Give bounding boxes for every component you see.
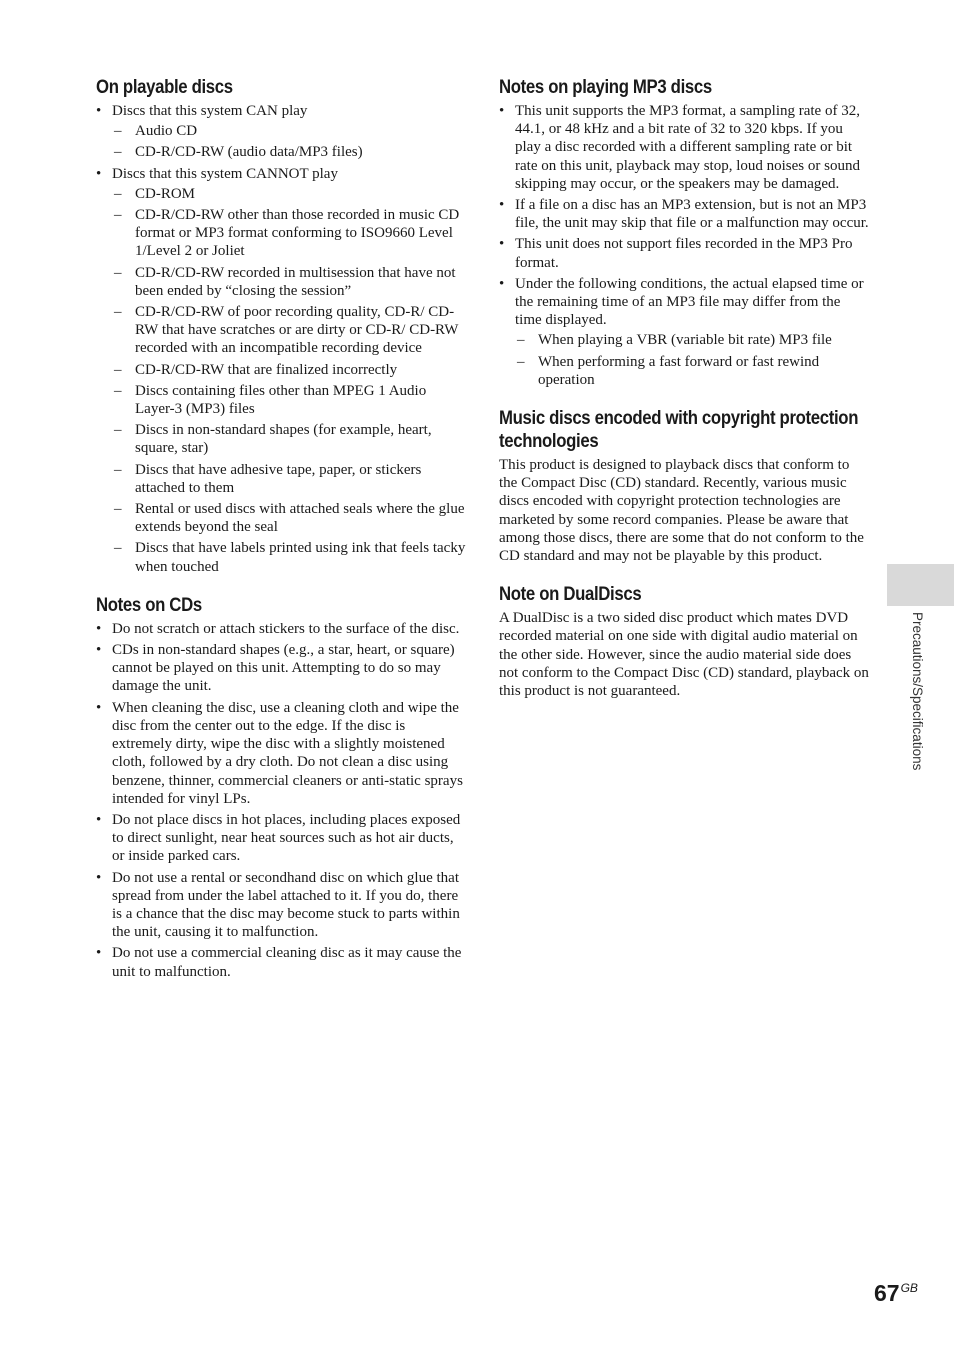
bullet-list	[96, 620, 468, 981]
list-item: • CDs in non-standard shapes (e.g., a star, heart, or square) cannot be played on this unit. Attempting to do so may damage the unit.	[96, 641, 468, 696]
list-item: • Do not scratch or attach stickers to the surface of the disc.	[96, 620, 468, 638]
right-column	[499, 76, 869, 718]
sub-item: – CD-ROM	[112, 185, 468, 203]
list-item: • Do not use a commercial cleaning disc as it may cause the unit to malfunction.	[96, 944, 468, 980]
list-item-text: Discs that this system CANNOT play	[112, 165, 338, 182]
sub-item: – CD-R/CD-RW (audio data/MP3 files)	[112, 143, 468, 161]
section-heading: Notes on CDs	[96, 593, 202, 616]
section-paragraph: This product is designed to playback discs that conform to the Compact Disc (CD) standard. Recently, various music discs encoded with copyright protection technologies are marketed by some record companies. Please be aware that among those discs, there are some that do not conform to the CD standard and may not be playable by this product.	[499, 457, 864, 565]
section-mp3-notes	[499, 76, 869, 389]
list-item-text: Under the following conditions, the actual elapsed time or the remaining time of an MP3 file may differ from the time displayed.	[515, 275, 864, 329]
sub-item: – CD-R/CD-RW other than those recorded in music CD format or MP3 format conforming to ISO9660 Level 1/Level 2 or Joliet	[112, 206, 468, 261]
list-item: • When cleaning the disc, use a cleaning cloth and wipe the disc from the center out to the edge. If the disc is extremely dirty, wipe the disc with a slightly moistened cloth, followed by a dry cloth. Do not clean a disc using benzene, thinner, commercial cleaners or anti-static sprays intended for vinyl LPs.	[96, 699, 468, 808]
list-item	[96, 102, 468, 162]
list-item: • Do not use a rental or secondhand disc on which glue that spread from under the label attached to it. If you do, there is a chance that the disc may become stuck to parts within the unit, causing it to malfunction.	[96, 869, 468, 942]
section-paragraph: A DualDisc is a two sided disc product which mates DVD recorded material on one side with digital audio material on the other side. However, since the audio material side does not conform to the Compact Disc (CD) standard, playback on this product is not guaranteed.	[499, 610, 869, 700]
section-heading: Notes on playing MP3 discs	[499, 76, 712, 98]
list-item	[499, 275, 869, 389]
list-item: • Do not place discs in hot places, including places exposed to direct sunlight, near heat sources such as hot air ducts, or inside parked cars.	[96, 811, 468, 866]
sub-item: – When performing a fast forward or fast rewind operation	[515, 353, 869, 389]
bullet-list	[96, 102, 468, 576]
sub-list	[515, 331, 869, 389]
sub-item: – Discs that have labels printed using ink that feels tacky when touched	[112, 539, 468, 575]
sub-item: – CD-R/CD-RW that are finalized incorrectly	[112, 361, 468, 379]
sub-item: – Discs in non-standard shapes (for example, heart, square, star)	[112, 421, 468, 457]
list-item: • If a file on a disc has an MP3 extension, but is not an MP3 file, the unit may skip that file or a malfunction may occur.	[499, 196, 869, 232]
sub-list	[112, 185, 468, 576]
section-heading: On playable discs	[96, 76, 233, 98]
sub-item: – Rental or used discs with attached seals where the glue extends beyond the seal	[112, 500, 468, 536]
section-dualdiscs	[499, 583, 869, 700]
sub-list	[112, 122, 468, 161]
sub-item: – Discs containing files other than MPEG 1 Audio Layer-3 (MP3) files	[112, 382, 468, 418]
list-item: • This unit does not support files recorded in the MP3 Pro format.	[499, 235, 869, 271]
left-column	[96, 76, 468, 999]
page-number	[874, 1280, 918, 1307]
page-number-value: 67	[874, 1280, 900, 1306]
section-heading: Music discs encoded with copyright protection technologies	[499, 407, 859, 453]
section-heading: Note on DualDiscs	[499, 583, 642, 606]
side-tab-marker	[887, 564, 954, 606]
section-copyright-discs	[499, 407, 869, 565]
section-notes-on-cds	[96, 594, 468, 981]
side-tab-label: Precautions/Specifications	[910, 612, 925, 771]
bullet-list	[499, 102, 869, 389]
list-item-text: Discs that this system CAN play	[112, 103, 308, 119]
sub-item: – Discs that have adhesive tape, paper, or stickers attached to them	[112, 461, 468, 497]
section-playable-discs	[96, 76, 468, 576]
list-item	[96, 165, 468, 576]
list-item: • This unit supports the MP3 format, a sampling rate of 32, 44.1, or 48 kHz and a bit rate of 32 to 320 kbps. If you play a disc recorded with a different sampling rate or bit rate on this unit, playback may stop, loud noises or sound skipping may occur, or the speakers may be damaged.	[499, 102, 869, 193]
page-number-suffix: GB	[900, 1281, 918, 1295]
sub-item: – CD-R/CD-RW recorded in multisession that have not been ended by “closing the session”	[112, 264, 468, 300]
sub-item: – Audio CD	[112, 122, 468, 140]
sub-item: – When playing a VBR (variable bit rate) MP3 file	[515, 331, 869, 349]
sub-item: – CD-R/CD-RW of poor recording quality, CD-R/ CD-RW that have scratches or are dirty or CD-R/ CD-RW recorded with an incompatible recording device	[112, 303, 468, 358]
